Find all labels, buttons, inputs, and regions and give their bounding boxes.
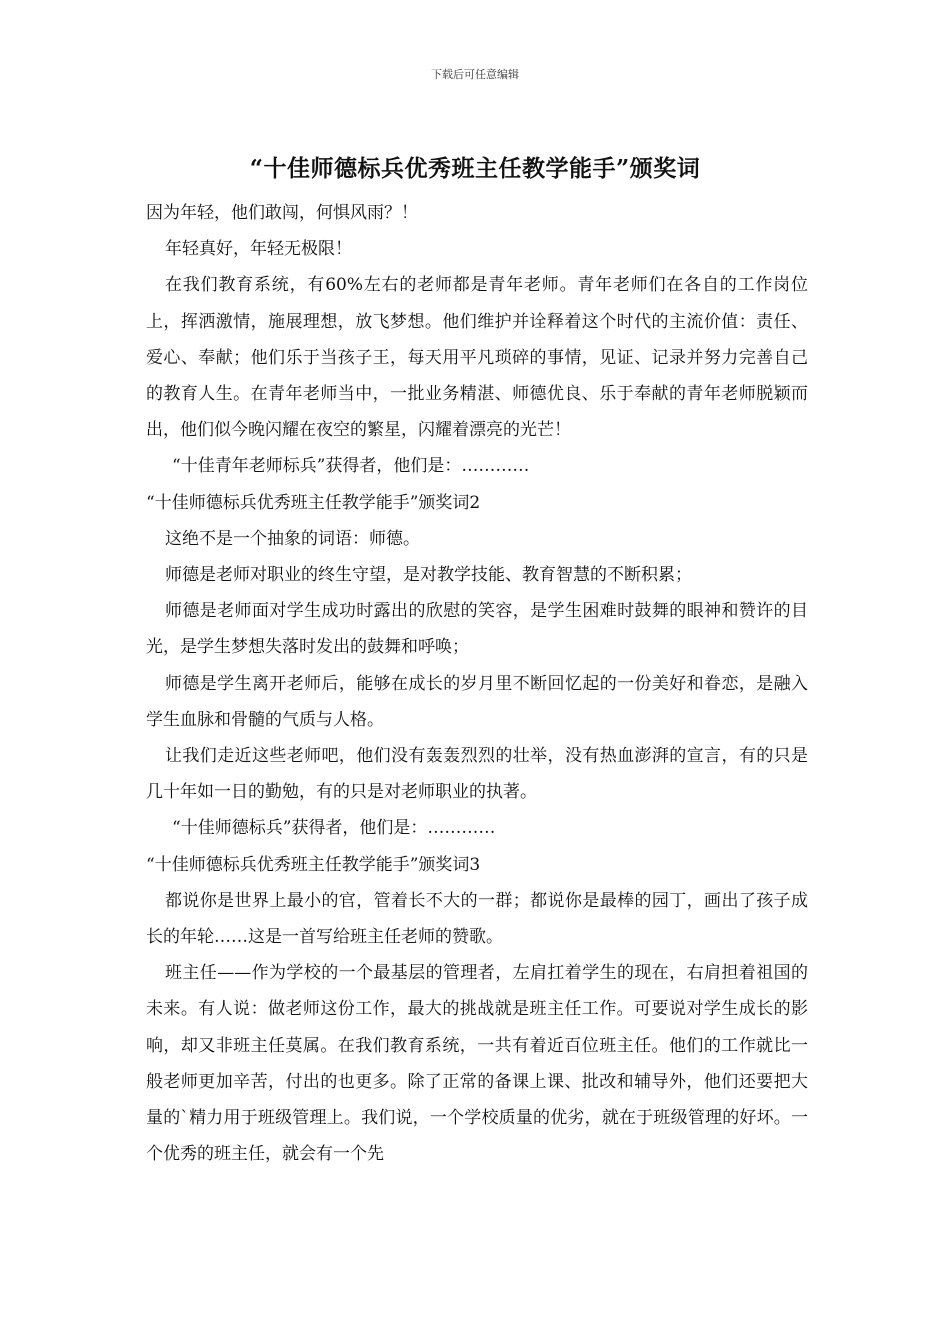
paragraph: 因为年轻，他们敢闯，何惧风雨？！ [146, 203, 418, 223]
document-title: “十佳师德标兵优秀班主任教学能手”颁奖词 [249, 155, 701, 182]
paragraph: 在我们教育系统，有60%左右的老师都是青年老师。青年老师们在各自的工作岗位上，挥洒激情，施展理想，放飞梦想。他们维护并诠释着这个时代的主流价值：责任、爱心、奉献；他们乐于当孩子王，每天用平凡琐碎的事情，见证、记录并努力完善自己的教育人生。在青年老师当中，一批业务精湛、师德优良、乐于奉献的青年老师脱颖而出，他们似今晚闪耀在夜空的繁星，闪耀着漂亮的光芒！ [146, 275, 808, 441]
section-heading: “十佳师德标兵优秀班主任教学能手”颁奖词2 [146, 492, 481, 513]
paragraph: 师德是老师对职业的终生守望，是对教学技能、教育智慧的不断积累； [165, 565, 692, 586]
paragraph: 师德是老师面对学生成功时露出的欣慰的笑容，是学生困难时鼓舞的眼神和赞许的目光，是学生梦想失落时发出的鼓舞和呼唤； [146, 601, 808, 658]
paragraph: 都说你是世界上最小的官，管着长不大的一群；都说你是最棒的园丁，画出了孩子成长的年轮……这是一首写给班主任老师的赞歌。 [146, 890, 808, 948]
paragraph: 年轻真好，年轻无极限！ [165, 239, 352, 260]
paragraph: 让我们走近这些老师吧，他们没有轰轰烈烈的壮举，没有热血澎湃的宣言，有的只是几十年如一日的勤勉，有的只是对老师职业的执著。 [146, 746, 808, 803]
section-heading: “十佳师德标兵优秀班主任教学能手”颁奖词3 [146, 854, 481, 875]
paragraph: “十佳青年老师标兵”获得者，他们是：………… [172, 456, 530, 477]
paragraph: 师德是学生离开老师后，能够在成长的岁月里不断回忆起的一份美好和眷恋，是融入学生血脉和骨髓的气质与人格。 [146, 673, 808, 730]
document-body [146, 195, 808, 1172]
paragraph: “十佳师德标兵”获得者，他们是：………… [172, 818, 496, 839]
header-note: 下载后可任意编辑 [431, 68, 519, 81]
paragraph: 这绝不是一个抽象的词语：师德。 [165, 528, 420, 549]
paragraph: 班主任——作为学校的一个最基层的管理者，左肩扛着学生的现在，右肩担着祖国的未来。有人说：做老师这份工作，最大的挑战就是班主任工作。可要说对学生成长的影响，却又非班主任莫属。在我们教育系统，一共有着近百位班主任。他们的工作就比一般老师更加辛苦，付出的也更多。除了正常的备课上课、批改和辅导外，他们还要把大量的`精力用于班级管理上。我们说，一个学校质量的优劣，就在于班级管理的好坏。一个优秀的班主任，就会有一个先 [146, 963, 808, 1165]
